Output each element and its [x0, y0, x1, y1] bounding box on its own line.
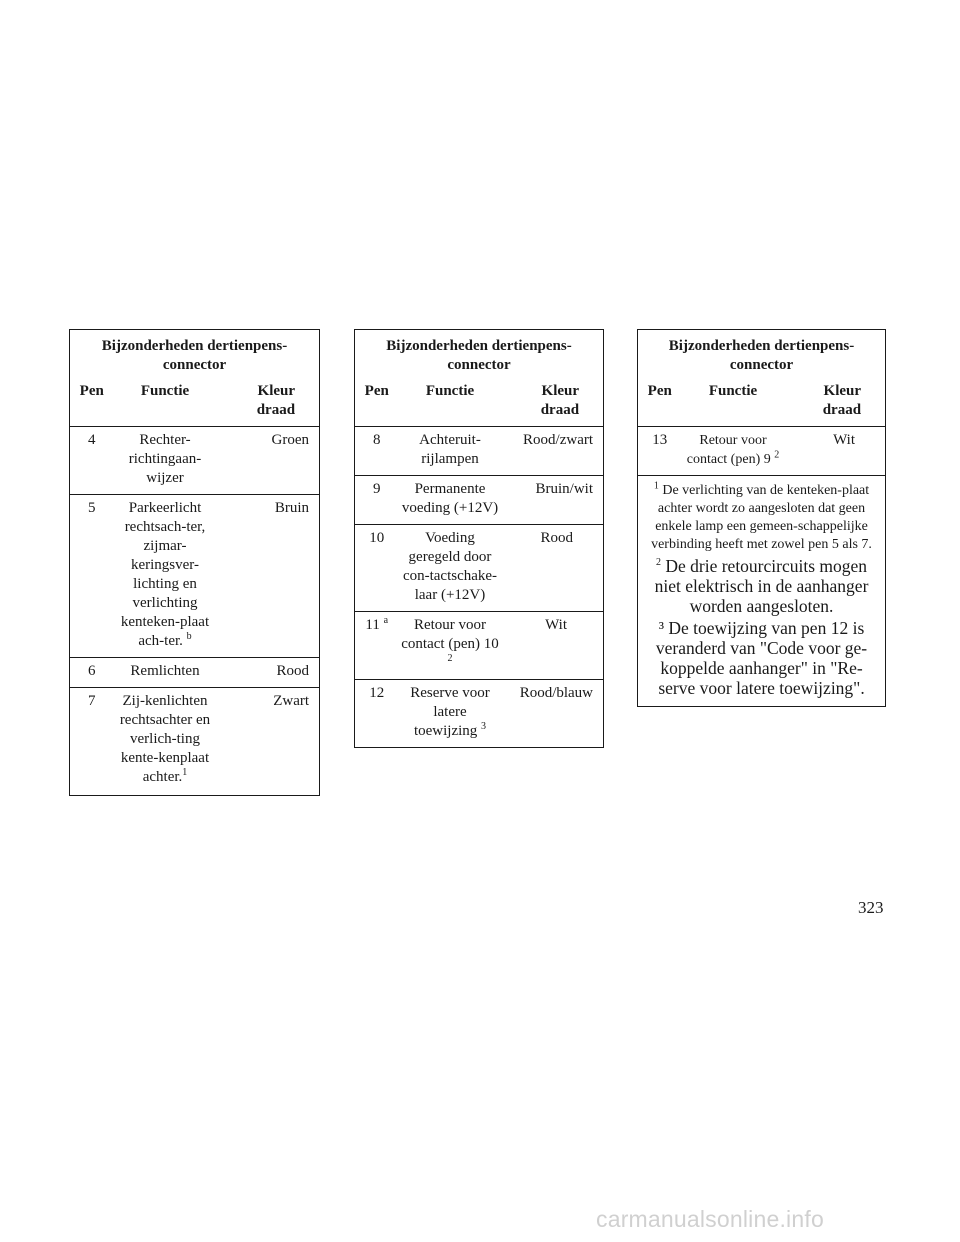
table-row	[355, 612, 604, 680]
pen-cell: 4	[70, 427, 114, 495]
col-header-functie: Functie	[114, 379, 217, 427]
color-cell: Rood	[217, 658, 320, 688]
function-cell: Retour voor contact (pen) 9 $^2$	[682, 427, 785, 476]
function-cell: Retour voor contact (pen) 10 $^2$	[399, 612, 502, 680]
color-cell: Rood/blauw	[502, 680, 604, 748]
pen-cell: 12	[355, 680, 399, 748]
pen-cell: 9	[355, 476, 399, 525]
table-row	[355, 476, 604, 525]
function-cell: Permanente voeding (+12V)	[399, 476, 502, 525]
table-title: Bijzonderheden dertienpens-connector	[355, 330, 604, 380]
function-cell: Achteruit-rijlampen	[399, 427, 502, 476]
pen-cell: 10	[355, 525, 399, 612]
col-header-pen: Pen	[70, 379, 114, 427]
function-cell: Reserve voor latere toewijzing $^3$	[399, 680, 502, 748]
col-header-pen: Pen	[638, 379, 682, 427]
color-cell: Bruin/wit	[502, 476, 604, 525]
pen-cell: 6	[70, 658, 114, 688]
function-cell: Zij-kenlichten rechtsachter en verlich-ting kente-kenplaat achter.$^1$	[114, 688, 217, 796]
table-row	[70, 658, 320, 688]
table-row	[355, 680, 604, 748]
pen-cell: 5	[70, 495, 114, 658]
connector-table-3	[637, 329, 886, 707]
pen-cell: 11 $^a$	[355, 612, 399, 680]
col-header-pen: Pen	[355, 379, 399, 427]
connector-table-2	[354, 329, 604, 748]
footnote-mark: 3	[481, 721, 487, 732]
footnotes	[638, 476, 886, 707]
pen-cell: 13	[638, 427, 682, 476]
col-header-functie: Functie	[399, 379, 502, 427]
footnote-mark: a	[383, 615, 389, 626]
color-cell: Groen	[217, 427, 320, 495]
footnote-mark: 2	[774, 449, 780, 461]
watermark: carmanualsonline.info	[596, 1206, 824, 1232]
color-cell: Bruin	[217, 495, 320, 658]
function-cell: Rechter-richtingaan-wijzer	[114, 427, 217, 495]
table-row	[70, 688, 320, 796]
table-row	[70, 427, 320, 495]
col-header-functie: Functie	[682, 379, 785, 427]
color-cell: Wit	[785, 427, 886, 476]
table-title: Bijzonderheden dertienpens-connector	[70, 330, 320, 380]
col-header-kleur: Kleur draad	[502, 379, 604, 427]
table-row	[70, 495, 320, 658]
table-row	[355, 427, 604, 476]
color-cell: Rood/zwart	[502, 427, 604, 476]
col-header-kleur: Kleur draad	[217, 379, 320, 427]
color-cell: Wit	[502, 612, 604, 680]
footnote-2: $^2$ De drie retourcircuits mogen niet elektrisch in de aanhanger worden aangesloten.	[654, 556, 869, 616]
color-cell: Rood	[502, 525, 604, 612]
table-row	[638, 427, 886, 476]
pen-cell: 8	[355, 427, 399, 476]
pen-cell: 7	[70, 688, 114, 796]
function-cell: Parkeerlicht rechtsach-ter, zijmar-keringsver-lichting en verlichting kenteken-plaat ach-ter. $^b$	[114, 495, 217, 658]
footnote-1: $^1$ De verlichting van de kenteken-plaat achter wordt zo aangesloten dat geen enkele lamp een gemeen-schappelijke verbinding heeft met zowel pen 5 als 7.	[651, 480, 872, 552]
footnote-3: ³ De toewijzing van pen 12 is veranderd van "Code voor ge-koppelde aanhanger" in "Re-serve voor latere toewijzing".	[655, 618, 868, 698]
footnote-mark: 1	[182, 767, 188, 778]
col-header-kleur: Kleur draad	[785, 379, 886, 427]
function-cell: Voeding geregeld door con-tactschake-laar (+12V)	[399, 525, 502, 612]
footnote-mark: 2	[447, 653, 453, 664]
color-cell: Zwart	[217, 688, 320, 796]
connector-table-1	[69, 329, 320, 796]
table-row	[355, 525, 604, 612]
function-cell: Remlichten	[114, 658, 217, 688]
page-number: 323	[858, 898, 884, 917]
table-title: Bijzonderheden dertienpens-connector	[638, 330, 886, 380]
footnote-mark: b	[186, 631, 192, 642]
notes-row	[638, 476, 886, 707]
